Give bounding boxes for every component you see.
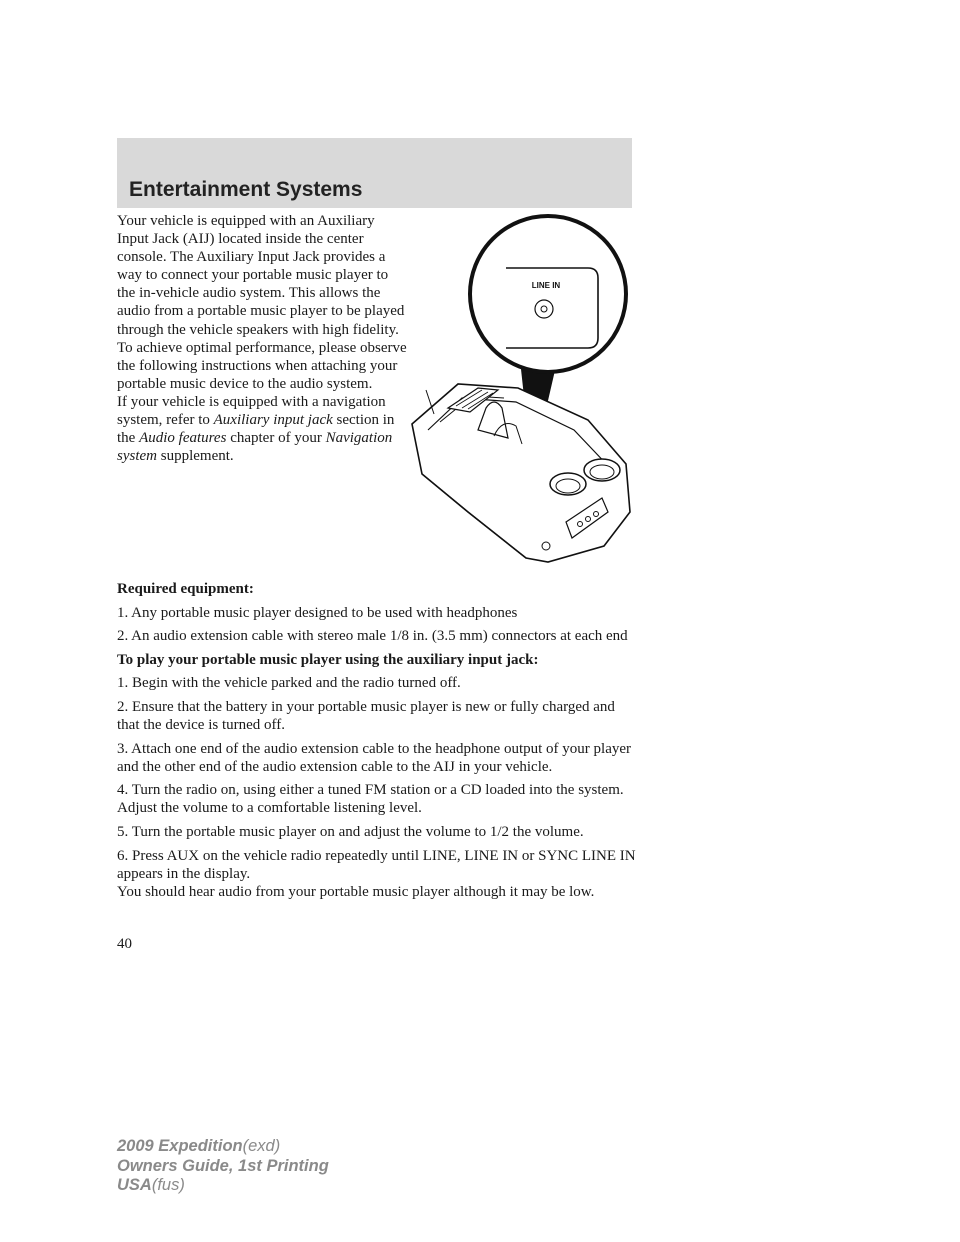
list-item: 2. An audio extension cable with stereo male 1/8 in. (3.5 mm) connectors at each end: [117, 628, 628, 645]
nav-ref-text-3: chapter of your: [226, 430, 326, 447]
footer-region: USA: [117, 1176, 152, 1194]
center-console-illustration: [398, 212, 638, 564]
footer-line-1: [117, 1137, 329, 1157]
page-number: 40: [117, 936, 132, 952]
required-equipment-heading: Required equipment:: [117, 581, 254, 597]
nav-ref-chapter-name: Audio features: [139, 430, 227, 447]
closing-note: You should hear audio from your portable music player although it may be low.: [117, 883, 595, 900]
list-item: 2. Ensure that the battery in your portable music player is new or fully charged and that the device is turned off.: [117, 698, 615, 734]
cup-holder-left: [550, 473, 586, 495]
footer-line-3: [117, 1176, 329, 1196]
line-in-jack-icon: [535, 300, 553, 318]
list-item: 1. Begin with the vehicle parked and the radio turned off.: [117, 675, 461, 692]
footer-line-2: Owners Guide, 1st Printing: [117, 1156, 329, 1175]
cup-holder-right: [584, 459, 620, 481]
list-item: 5. Turn the portable music player on and adjust the volume to 1/2 the volume.: [117, 824, 584, 841]
navigation-reference-paragraph: [117, 393, 407, 465]
instructions-body: [117, 580, 637, 906]
nav-ref-supplement-name: Navigation system: [117, 430, 393, 465]
list-item: 4. Turn the radio on, using either a tuned FM station or a CD loaded into the system. Adjust the volume to a comfortable listening level.: [117, 782, 624, 817]
console-line-drawing: [398, 212, 638, 564]
footer-region-code: (fus): [151, 1176, 185, 1194]
list-item: 3. Attach one end of the audio extension cable to the headphone output of your player and the other end of the audio extension cable to the AIJ in your vehicle.: [117, 740, 632, 775]
intro-text: [117, 212, 407, 465]
play-instructions-heading: To play your portable music player using the auxiliary input jack:: [117, 651, 539, 668]
nav-ref-text-4: supplement.: [157, 448, 234, 465]
footer-model-code: (exd): [242, 1137, 281, 1155]
nav-ref-text-2: section in the: [117, 412, 395, 447]
footer-model: 2009 Expedition: [117, 1137, 243, 1155]
document-footer: [117, 1137, 329, 1196]
list-item: 6. Press AUX on the vehicle radio repeatedly until LINE, LINE IN or SYNC LINE IN appears in the display.: [117, 847, 636, 882]
section-title: Entertainment Systems: [129, 178, 363, 201]
line-in-label: LINE IN: [531, 281, 561, 290]
nav-ref-section-name: Auxiliary input jack: [213, 412, 333, 429]
section-header-band: [117, 138, 632, 208]
nav-ref-text-1: If your vehicle is equipped with a navigation system, refer to: [117, 393, 386, 429]
intro-paragraph: Your vehicle is equipped with an Auxiliary Input Jack (AIJ) located inside the center console. The Auxiliary Input Jack provides a way to connect your portable music player to the in-vehicle audio system. This allows the audio from a portable music player to be played through the vehicle speakers with high fidelity. To achieve optimal performance, please observe the following instructions when attaching your portable music device to the audio system.: [117, 213, 407, 392]
list-item: 1. Any portable music player designed to be used with headphones: [117, 604, 518, 621]
